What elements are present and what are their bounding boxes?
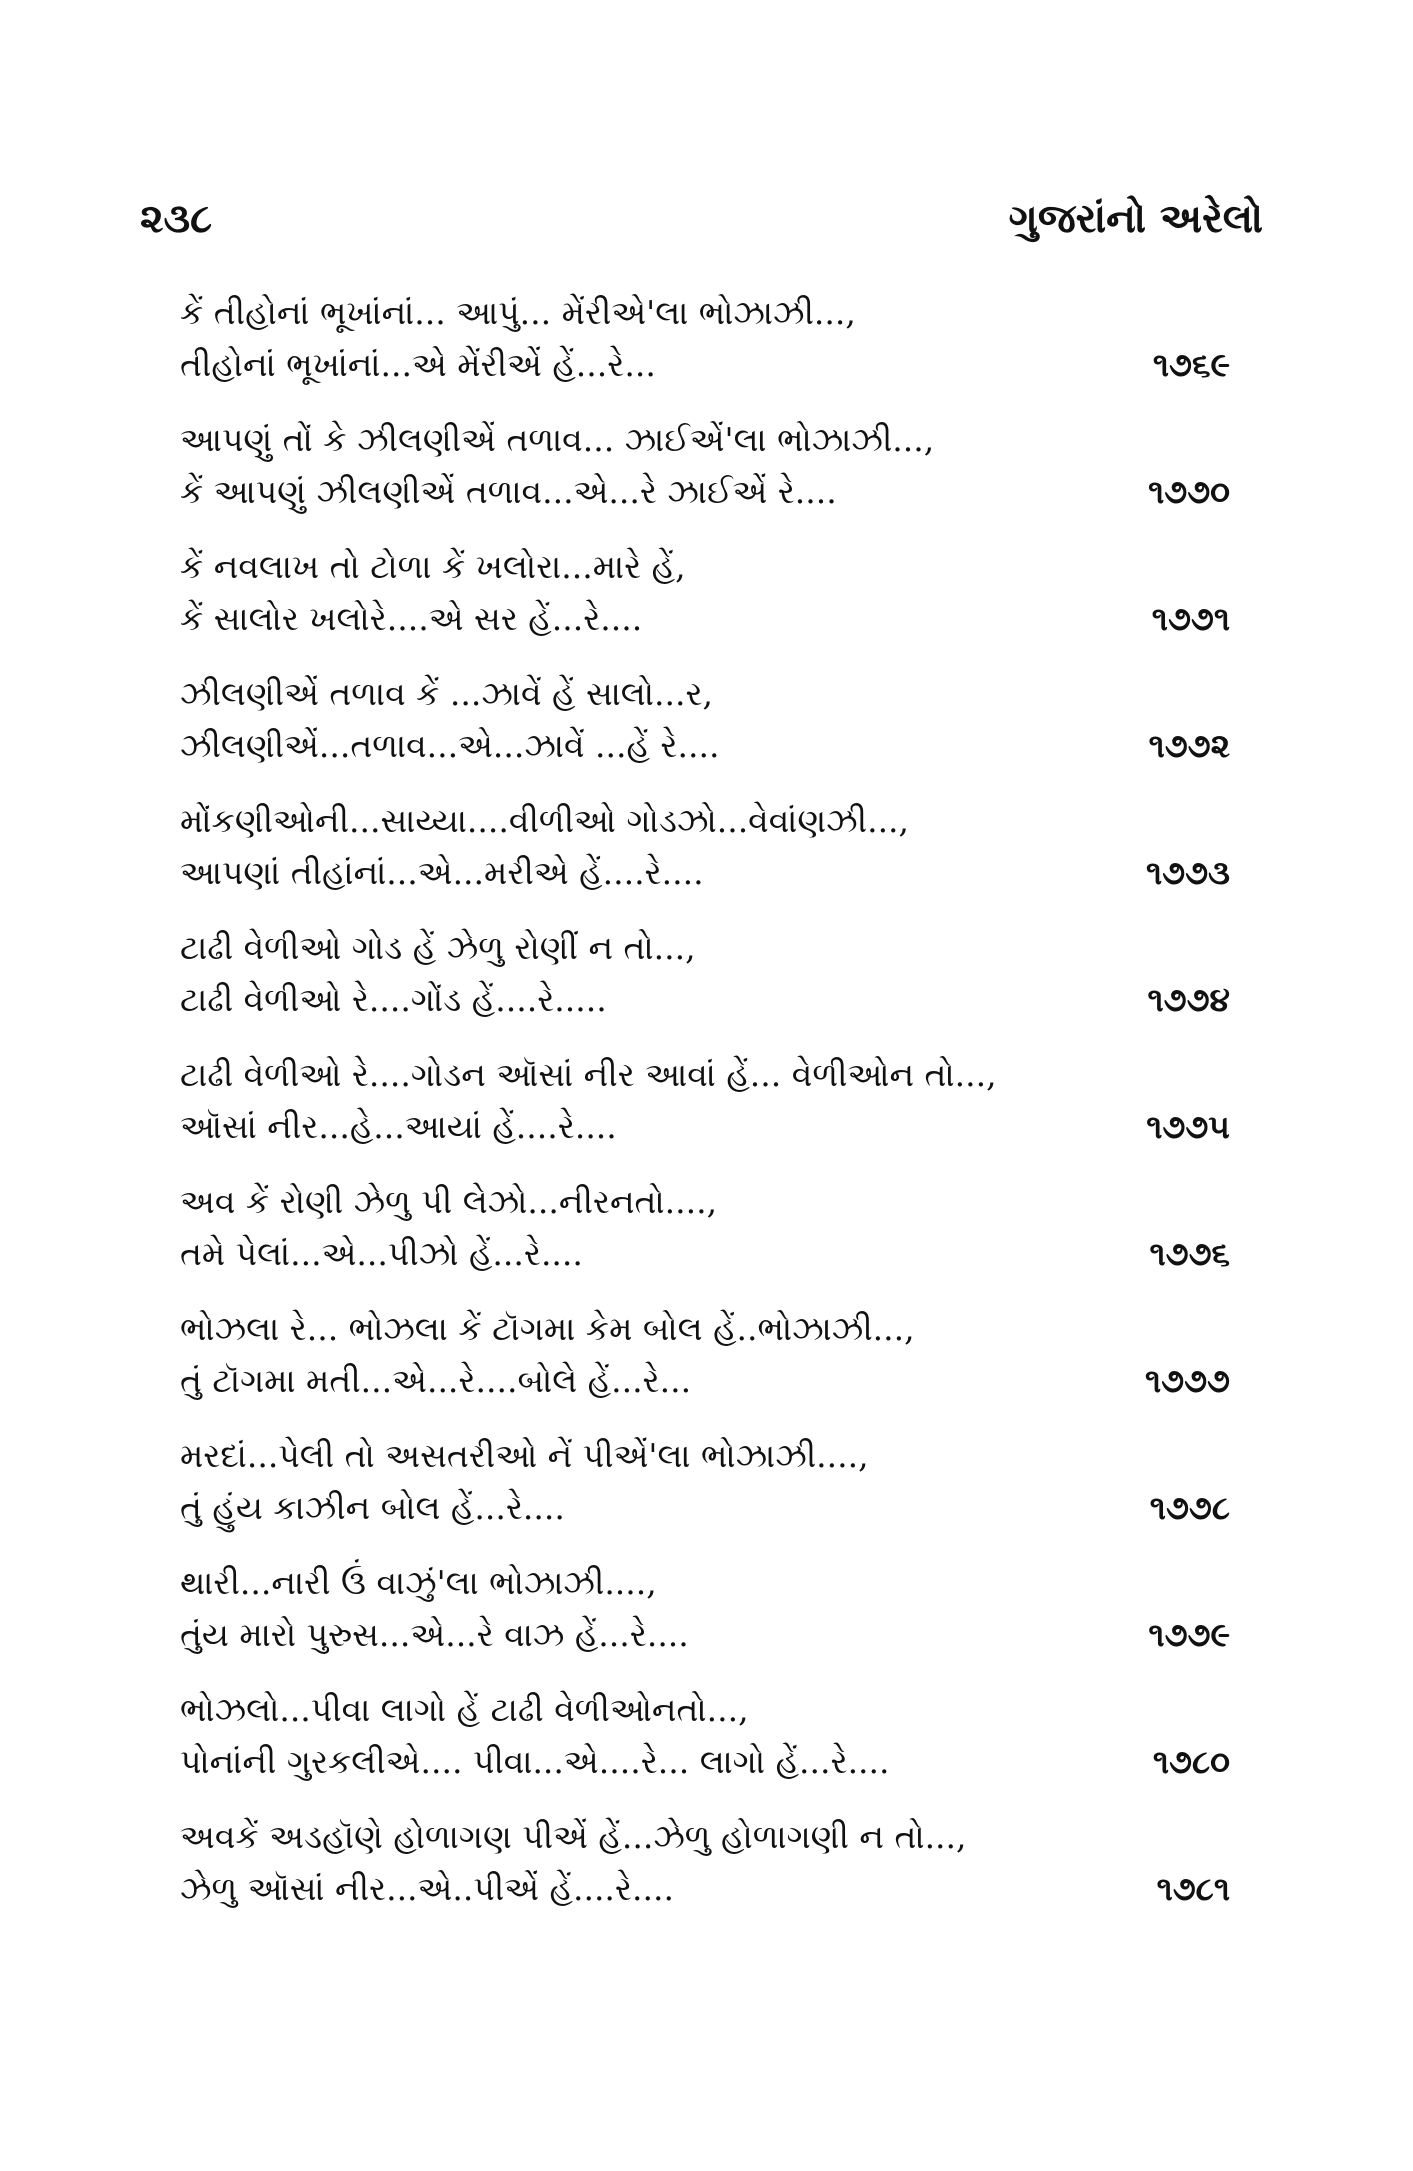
verse-1777: [180, 1306, 1230, 1433]
verse-1781: [180, 1814, 1230, 1941]
verse-number: ૧૭૮૧: [1156, 1869, 1230, 1908]
verse-line-2: તુંય મારો પુરુસ...એ...રે વાઝ હેં...રે....: [180, 1615, 689, 1654]
verse-line-1: ભોઝલો...પીવા લાગો હેં ટાઢી વેળીઓનતો...,: [180, 1690, 749, 1729]
verse-line-1: ભોઝલા રે... ભોઝલા કેં ટૉગમા કેમ બોલ હેં..ભોઝાઝી...,: [180, 1309, 915, 1348]
verse-1771: [180, 544, 1230, 671]
verse-line-1: ટાઢી વેળીઓ રે....ગોડન ઑસાં નીર આવાં હેં... વેળીઓન તો...,: [180, 1055, 997, 1094]
verse-number: ૧૭૮૦: [1152, 1742, 1230, 1781]
verse-number: ૧૭૭૨: [1148, 726, 1230, 765]
verse-line-1: કેં તીહોનાં ભૂખાંનાં... આપું... મેંરીએ'લા ભોઝાઝી...,: [180, 293, 856, 332]
verse-1775: [180, 1052, 1230, 1179]
verse-line-1: આપણું તોં કે ઝીલણીએં તળાવ... ઝાઈએં'લા ભોઝાઝી...,: [180, 420, 935, 459]
verse-list: [180, 290, 1230, 1941]
verse-number: ૧૭૭૩: [1145, 853, 1230, 892]
verse-number: ૧૭૭૦: [1148, 472, 1230, 511]
verse-line-1: ઝીલણીએં તળાવ કેં ...ઝાવેં હેં સાલો...ર,: [180, 674, 713, 713]
verse-number: ૧૭૭૫: [1146, 1107, 1230, 1146]
verse-line-1: મોંકણીઓની...સાય્યા....વીળીઓ ગોડઝો...વેવાંણઝી...,: [180, 801, 910, 840]
verse-line-2: તું ટૉગમા મતી...એ...રે....બોલે હેં...રે...: [180, 1361, 692, 1400]
verse-1770: [180, 417, 1230, 544]
verse-1772: [180, 671, 1230, 798]
verse-1778: [180, 1433, 1230, 1560]
verse-number: ૧૭૭૬: [1149, 1234, 1230, 1273]
verse-1773: [180, 798, 1230, 925]
verse-line-2: તીહોનાં ભૂખાંનાં...એ મેંરીએં હેં...રે...: [180, 345, 656, 384]
verse-line-1: કેં નવલાખ તો ટોળા કેં ખલોરા...મારે હેં,: [180, 547, 686, 586]
verse-line-2: કેં સાલોર ખલોરે....એ સર હેં...રે....: [180, 599, 643, 638]
verse-line-2: પોનાંની ગુરકલીએ.... પીવા...એ....રે... લાગો હેં...રે....: [180, 1742, 890, 1781]
verse-1780: [180, 1687, 1230, 1814]
verse-line-1: થારી...નારી ઉં વાઝું'લા ભોઝાઝી....,: [180, 1563, 657, 1602]
verse-1774: [180, 925, 1230, 1052]
verse-line-2: ટાઢી વેળીઓ રે....ગોંડ હેં....રે.....: [180, 980, 607, 1019]
verse-line-1: ટાઢી વેળીઓ ગોડ હેં ઝેળુ રોણીં ન તો...,: [180, 928, 696, 967]
verse-number: ૧૭૬૯: [1152, 345, 1230, 384]
verse-number: ૧૭૭૯: [1148, 1615, 1230, 1654]
page-header: [140, 195, 1263, 251]
verse-line-2: કેં આપણું ઝીલણીએં તળાવ...એ...રે ઝાઈએં રે....: [180, 472, 837, 511]
running-title: ગુજરાંનો અરેલો: [1008, 195, 1263, 242]
verse-line-1: મરદાં...પેલી તો અસતરીઓ નેં પીએં'લા ભોઝાઝી....,: [180, 1436, 869, 1475]
verse-number: ૧૭૭૪: [1147, 980, 1230, 1019]
verse-line-2: ઝેળુ ઑસાં નીર...એ..પીએં હેં....રે....: [180, 1869, 674, 1908]
verse-line-2: ઝીલણીએં...તળાવ...એ...ઝાવેં ...હેં રે....: [180, 726, 720, 765]
page-number: ૨૩૮: [140, 195, 213, 242]
verse-number: ૧૭૭૧: [1151, 599, 1230, 638]
verse-number: ૧૭૭૭: [1145, 1361, 1230, 1400]
verse-number: ૧૭૭૮: [1149, 1488, 1230, 1527]
verse-line-1: અવ કેં રોણી ઝેળુ પી લેઝો...નીરનતો....,: [180, 1182, 718, 1221]
verse-line-1: અવકેં અડહૉણે હોળાગણ પીએં હેં...ઝેળુ હોળાગણી ન તો...,: [180, 1817, 967, 1856]
verse-line-2: ઑસાં નીર...હે...આયાં હેં....રે....: [180, 1107, 617, 1146]
verse-1779: [180, 1560, 1230, 1687]
verse-1769: [180, 290, 1230, 417]
verse-line-2: તું હુંય કાઝીન બોલ હેં...રે....: [180, 1488, 565, 1527]
verse-line-2: તમે પેલાં...એ...પીઝો હેં...રે....: [180, 1234, 583, 1273]
verse-line-2: આપણાં તીહાંનાં...એ...મરીએ હેં....રે....: [180, 853, 704, 892]
verse-1776: [180, 1179, 1230, 1306]
